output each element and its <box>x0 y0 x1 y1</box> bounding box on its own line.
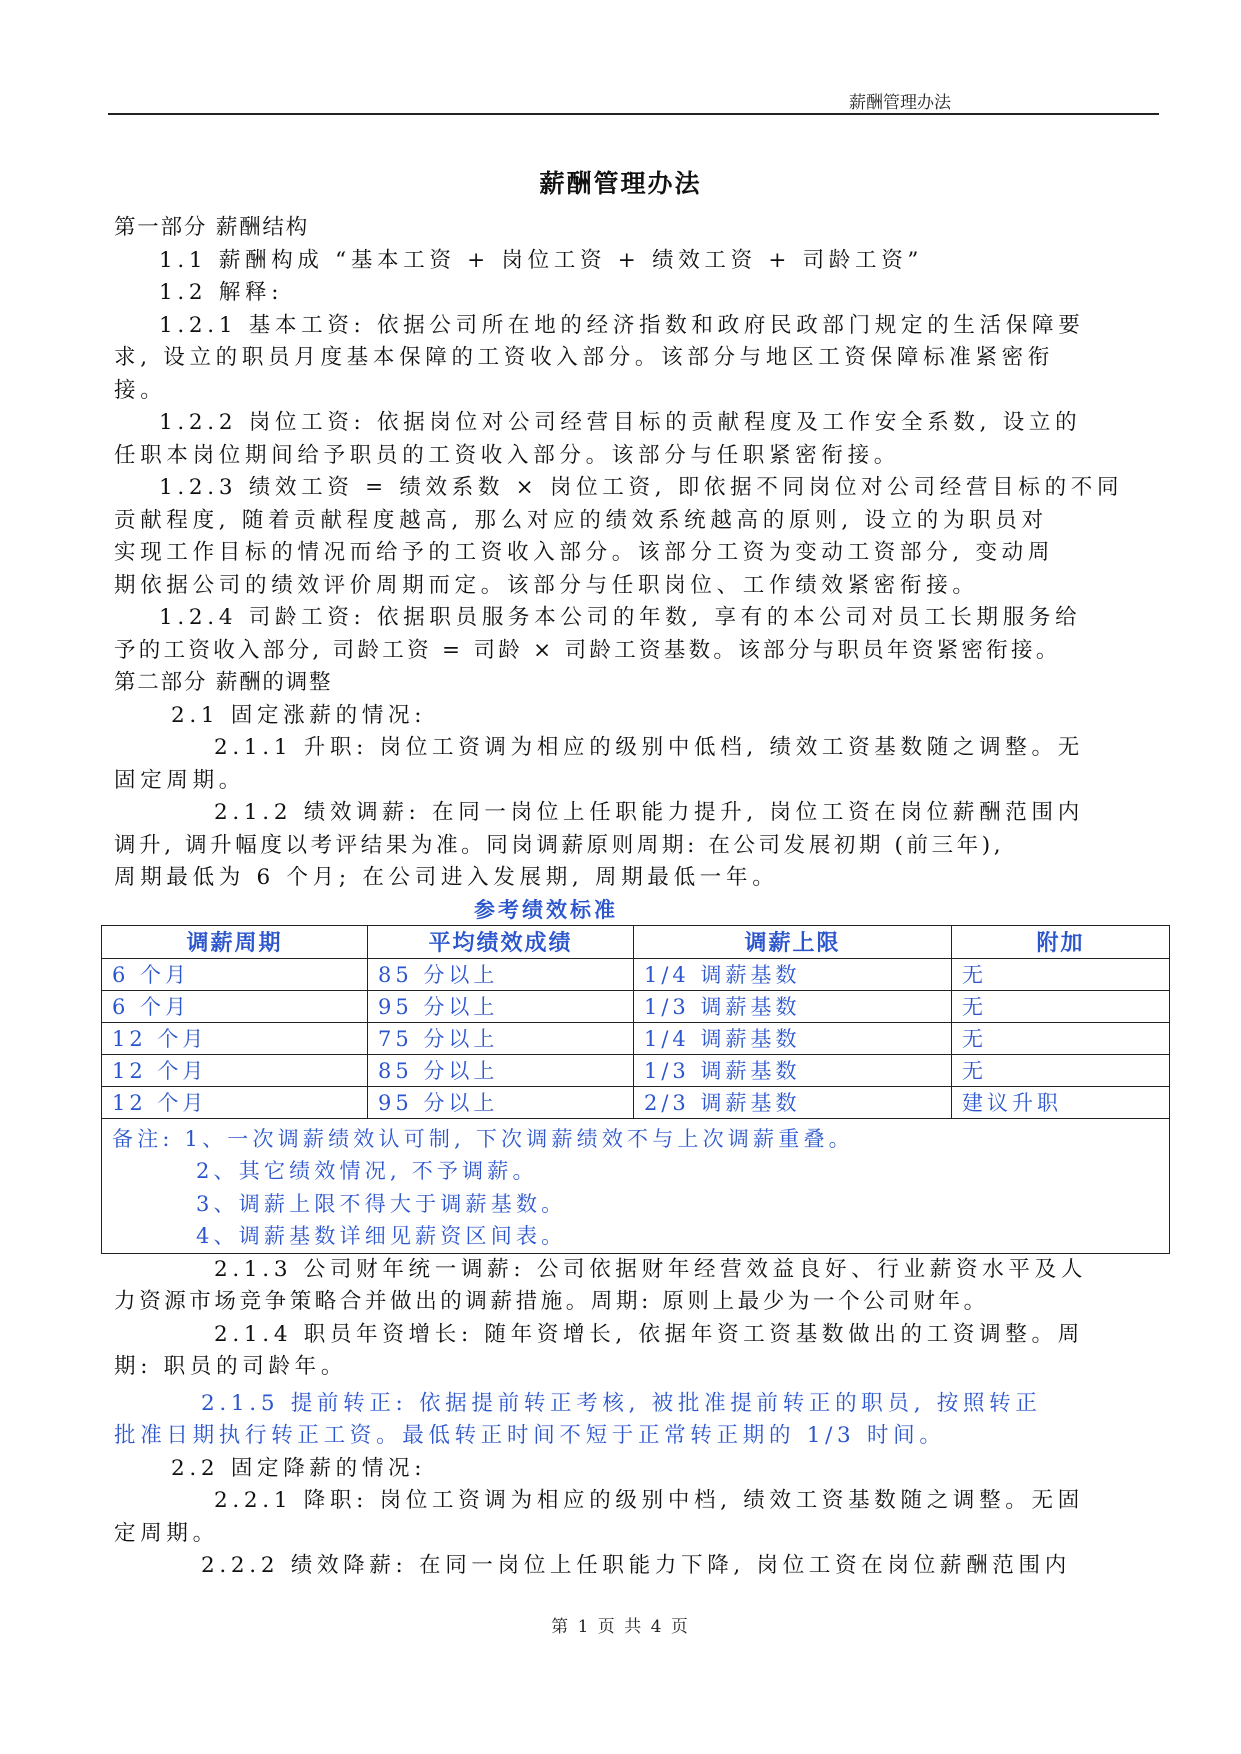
table-cell: 1/3 调薪基数 <box>634 990 952 1022</box>
paragraph-line: 调升, 调升幅度以考评结果为准。同岗调薪原则周期: 在公司发展初期 (前三年), <box>114 832 1005 858</box>
section-heading: 第一部分 薪酬结构 <box>114 215 310 240</box>
table-cell: 12 个月 <box>102 1022 368 1054</box>
table-cell: 2/3 调薪基数 <box>634 1086 952 1118</box>
section-heading: 第二部分 薪酬的调整 <box>114 670 333 695</box>
page-footer: 第 1 页 共 4 页 <box>551 1617 690 1637</box>
table-cell: 无 <box>952 990 1170 1022</box>
table-header-cell: 平均绩效成绩 <box>368 925 634 958</box>
paragraph-line: 1.1 薪酬构成 “基本工资 + 岗位工资 + 绩效工资 + 司龄工资” <box>159 247 924 273</box>
table-notes-cell <box>102 1118 1170 1253</box>
paragraph-line: 接。 <box>114 377 167 403</box>
paragraph-line: 2.1.1 升职: 岗位工资调为相应的级别中低档, 绩效工资基数随之调整。无 <box>214 735 1084 760</box>
table-header-cell: 附加 <box>952 925 1170 958</box>
paragraph-line: 2.2.1 降职: 岗位工资调为相应的级别中档, 绩效工资基数随之调整。无固 <box>214 1488 1084 1513</box>
paragraph-line: 1.2.2 岗位工资: 依据岗位对公司经营目标的贡献程度及工作安全系数, 设立的 <box>159 410 1082 435</box>
table-row <box>102 1022 1170 1054</box>
paragraph-line: 力资源市场竞争策略合并做出的调薪措施。周期: 原则上最少为一个公司财年。 <box>114 1289 989 1314</box>
paragraph-line: 1.2.3 绩效工资 = 绩效系数 × 岗位工资, 即依据不同岗位对公司经营目标的不同 <box>159 475 1124 500</box>
table-cell: 85 分以上 <box>368 958 634 990</box>
paragraph-line-highlighted: 2.1.5 提前转正: 依据提前转正考核, 被批准提前转正的职员, 按照转正 <box>201 1390 1042 1416</box>
paragraph-line: 定周期。 <box>114 1520 219 1546</box>
paragraph-line: 2.1.4 职员年资增长: 随年资增长, 依据年资工资基数做出的工资调整。周 <box>214 1321 1084 1347</box>
note-line: 2、其它绩效情况, 不予调薪。 <box>196 1159 538 1183</box>
note-line: 3、调薪上限不得大于调薪基数。 <box>196 1191 567 1216</box>
paragraph-line: 予的工资收入部分, 司龄工资 = 司龄 × 司龄工资基数。该部分与职员年资紧密衔接。 <box>114 637 1061 663</box>
table-cell: 1/4 调薪基数 <box>634 958 952 990</box>
paragraph-line: 2.2 固定降薪的情况: <box>171 1455 427 1481</box>
table-cell: 85 分以上 <box>368 1054 634 1086</box>
paragraph-line: 任职本岗位期间给予职员的工资收入部分。该部分与任职紧密衔接。 <box>114 442 901 468</box>
table-cell: 6 个月 <box>102 958 368 990</box>
table-row <box>102 990 1170 1022</box>
document-body <box>114 212 1159 1583</box>
table-cell: 无 <box>952 1054 1170 1086</box>
table-cell: 无 <box>952 1022 1170 1054</box>
table-caption: 参考绩效标准 <box>474 896 618 922</box>
paragraph-line: 2.1.3 公司财年统一调薪: 公司依据财年经营效益良好、行业薪资水平及人 <box>214 1256 1088 1282</box>
paragraph-line: 周期最低为 6 个月; 在公司进入发展期, 周期最低一年。 <box>114 865 779 890</box>
paragraph-line: 求, 设立的职员月度基本保障的工资收入部分。该部分与地区工资保障标准紧密衔 <box>114 345 1055 370</box>
table-notes-row <box>102 1118 1170 1253</box>
note-line: 4、调薪基数详细见薪资区间表。 <box>196 1224 567 1248</box>
performance-standard-table <box>101 925 1170 1254</box>
table-cell: 95 分以上 <box>368 990 634 1022</box>
table-header-cell: 调薪周期 <box>102 925 368 958</box>
paragraph-line: 贡献程度, 随着贡献程度越高, 那么对应的绩效系统越高的原则, 设立的为职员对 <box>114 507 1048 533</box>
table-row <box>102 1086 1170 1118</box>
table-cell: 1/4 调薪基数 <box>634 1022 952 1054</box>
paragraph-line: 2.1.2 绩效调薪: 在同一岗位上任职能力提升, 岗位工资在岗位薪酬范围内 <box>214 800 1084 825</box>
paragraph-line: 期依据公司的绩效评价周期而定。该部分与任职岗位、工作绩效紧密衔接。 <box>114 572 979 598</box>
paragraph-line: 1.2.4 司龄工资: 依据职员服务本公司的年数, 享有的本公司对员工长期服务给 <box>159 605 1082 630</box>
paragraph-line: 1.2.1 基本工资: 依据公司所在地的经济指数和政府民政部门规定的生活保障要 <box>159 312 1085 338</box>
table-cell: 无 <box>952 958 1170 990</box>
table-header-cell: 调薪上限 <box>634 925 952 958</box>
table-header-row <box>102 925 1170 958</box>
table-row <box>102 958 1170 990</box>
table-cell: 75 分以上 <box>368 1022 634 1054</box>
paragraph-line-highlighted: 批准日期执行转正工资。最低转正时间不短于正常转正期的 1/3 时间。 <box>114 1423 946 1448</box>
paragraph-line: 实现工作目标的情况而给予的工资收入部分。该部分工资为变动工资部分, 变动周 <box>114 540 1055 565</box>
paragraph-line: 2.2.2 绩效降薪: 在同一岗位上任职能力下降, 岗位工资在岗位薪酬范围内 <box>201 1553 1071 1578</box>
table-row <box>102 1054 1170 1086</box>
paragraph-line: 2.1 固定涨薪的情况: <box>171 702 427 728</box>
paragraph-line: 期: 职员的司龄年。 <box>114 1354 348 1379</box>
table-cell: 1/3 调薪基数 <box>634 1054 952 1086</box>
note-line: 备注: 1、一次调薪绩效认可制, 下次调薪绩效不与上次调薪重叠。 <box>112 1126 854 1151</box>
table-cell: 95 分以上 <box>368 1086 634 1118</box>
table-cell: 6 个月 <box>102 990 368 1022</box>
table-cell: 12 个月 <box>102 1054 368 1086</box>
document-title: 薪酬管理办法 <box>539 169 702 198</box>
paragraph-line: 1.2 解释: <box>159 280 284 305</box>
header-rule <box>108 113 1159 115</box>
page-header-text: 薪酬管理办法 <box>849 93 951 113</box>
paragraph-line: 固定周期。 <box>114 767 246 793</box>
table-cell: 12 个月 <box>102 1086 368 1118</box>
table-cell: 建议升职 <box>952 1086 1170 1118</box>
